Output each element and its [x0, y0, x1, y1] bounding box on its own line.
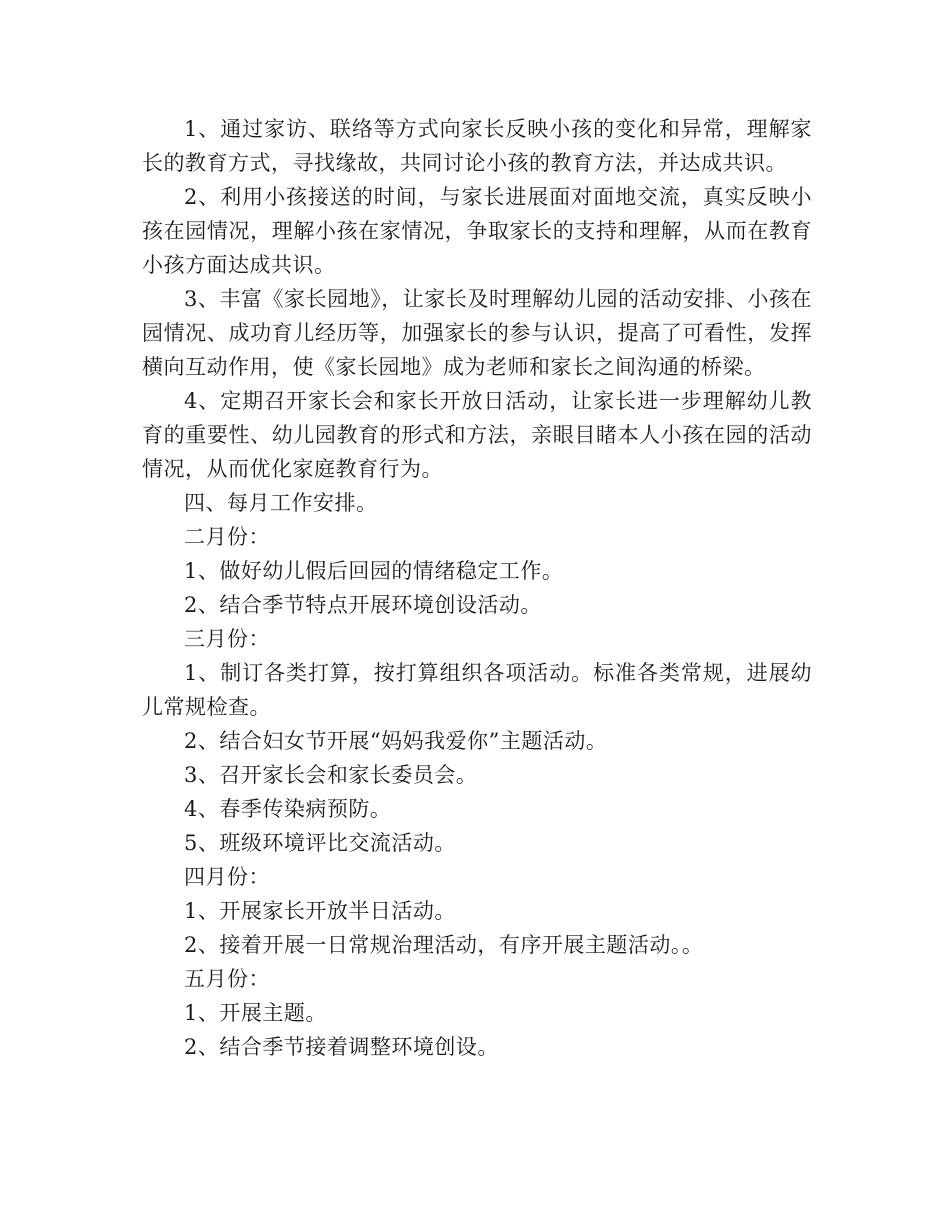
list-item: 2、结合妇女节开展“妈妈我爱你”主题活动。 — [184, 729, 608, 753]
list-item: 2、结合季节特点开展环境创设活动。 — [184, 593, 542, 617]
paragraph-2: 2、利用小孩接送的时间，与家长进展面对面地交流，真实反映小孩在园情况，理解小孩在家情况，争取家长的支持和理解，从而在教育小孩方面达成共识。 — [142, 185, 812, 277]
list-item: 1、做好幼儿假后回园的情绪稳定工作。 — [184, 559, 564, 583]
month-heading-april: 四月份： — [184, 865, 270, 889]
list-item: 4、春季传染病预防。 — [184, 797, 392, 821]
month-heading-february: 二月份： — [184, 525, 270, 549]
document-body — [142, 112, 812, 1064]
month-heading-march: 三月份： — [184, 627, 270, 651]
list-item: 3、召开家长会和家长委员会。 — [184, 763, 478, 787]
list-item: 5、班级环境评比交流活动。 — [184, 831, 456, 855]
list-item: 2、接着开展一日常规治理活动，有序开展主题活动。。 — [184, 933, 704, 957]
section-heading-monthly-plan: 四、每月工作安排。 — [184, 491, 378, 515]
paragraph-1: 1、通过家访、联络等方式向家长反映小孩的变化和异常，理解家长的教育方式，寻找缘故，共同讨论小孩的教育方法，并达成共识。 — [142, 117, 812, 175]
list-item: 2、结合季节接着调整环境创设。 — [184, 1035, 499, 1059]
paragraph-4: 4、定期召开家长会和家长开放日活动，让家长进一步理解幼儿教育的重要性、幼儿园教育的形式和方法，亲眼目睹本人小孩在园的活动情况，从而优化家庭教育行为。 — [142, 389, 812, 481]
month-heading-may: 五月份： — [184, 967, 270, 991]
paragraph-3: 3、丰富《家长园地》，让家长及时理解幼儿园的活动安排、小孩在园情况、成功育儿经历等，加强家长的参与认识，提高了可看性，发挥横向互动作用，使《家长园地》成为老师和家长之间沟通的桥梁。 — [142, 287, 812, 379]
list-item: 1、开展主题。 — [184, 1001, 327, 1025]
list-item: 1、开展家长开放半日活动。 — [184, 899, 456, 923]
list-item: 1、制订各类打算，按打算组织各项活动。标准各类常规，进展幼儿常规检查。 — [142, 661, 812, 719]
